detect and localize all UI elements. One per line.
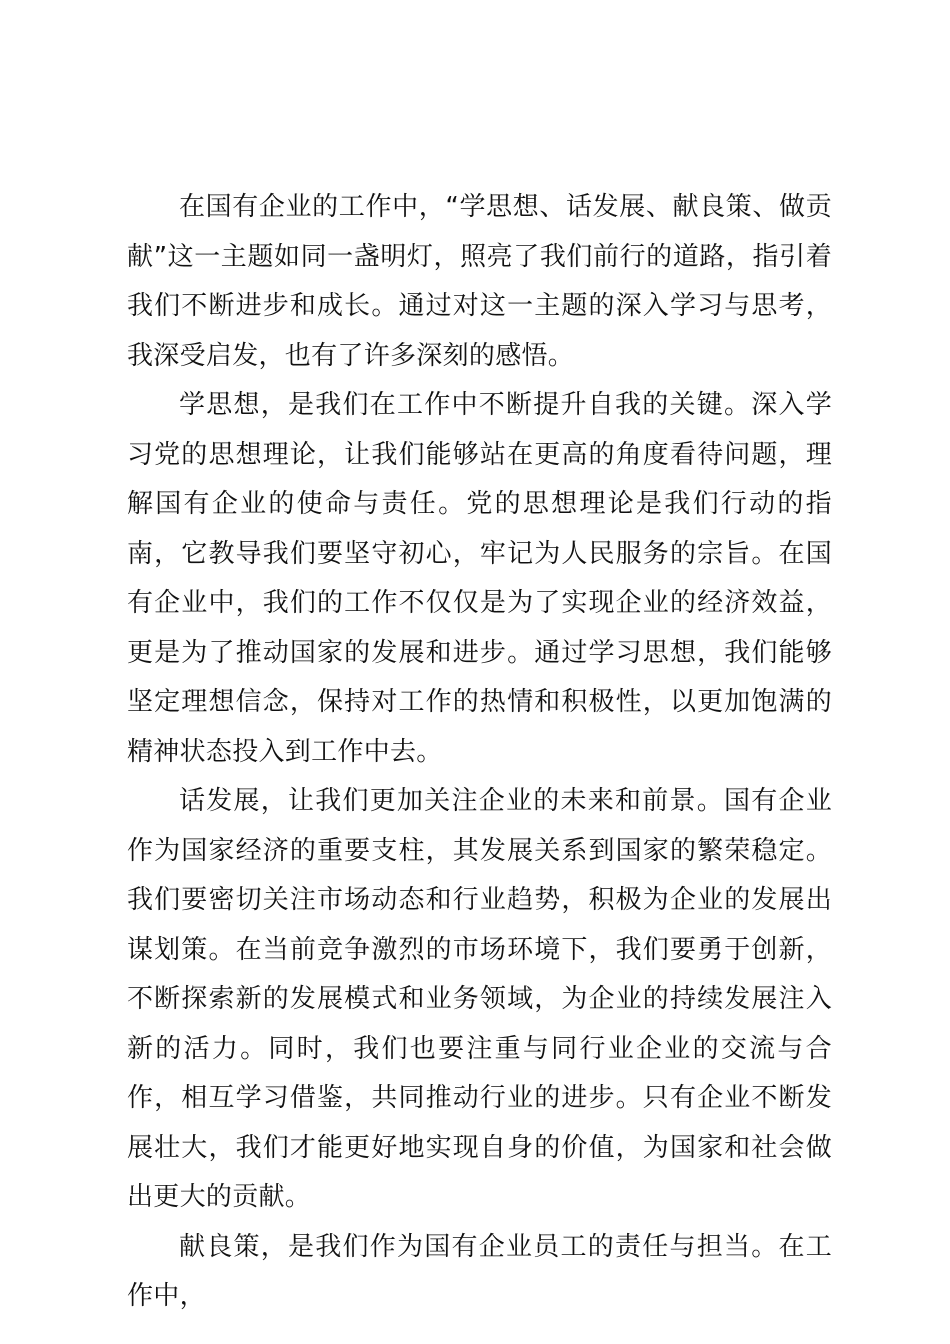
paragraph-discuss-development: 话发展，让我们更加关注企业的未来和前景。国有企业作为国家经济的重要支柱，其发展关系到国家的繁荣稳定。我们要密切关注市场动态和行业趋势，积极为企业的发展出谋划策。在当前竞争激烈的市场环境下，我们要勇于创新，不断探索新的发展模式和业务领域，为企业的持续发展注入新的活力。同时，我们也要注重与同行业企业的交流与合作，相互学习借鉴，共同推动行业的进步。只有企业不断发展壮大，我们才能更好地实现自身的价值，为国家和社会做出更大的贡献。	[127, 786, 832, 1212]
paragraph-offer-suggestions: 献良策，是我们作为国有企业员工的责任与担当。在工作中，	[127, 1231, 832, 1311]
document-body	[127, 183, 832, 1322]
paragraph-study-thought: 学思想，是我们在工作中不断提升自我的关键。深入学习党的思想理论，让我们能够站在更高的角度看待问题，理解国有企业的使命与责任。党的思想理论是我们行动的指南，它教导我们要坚守初心，牢记为人民服务的宗旨。在国有企业中，我们的工作不仅仅是为了实现企业的经济效益，更是为了推动国家的发展和进步。通过学习思想，我们能够坚定理想信念，保持对工作的热情和积极性，以更加饱满的精神状态投入到工作中去。	[127, 390, 832, 767]
paragraph-intro: 在国有企业的工作中，“学思想、话发展、献良策、做贡献”这一主题如同一盏明灯，照亮了我们前行的道路，指引着我们不断进步和成长。通过对这一主题的深入学习与思考，我深受启发，也有了许多深刻的感悟。	[127, 192, 832, 371]
